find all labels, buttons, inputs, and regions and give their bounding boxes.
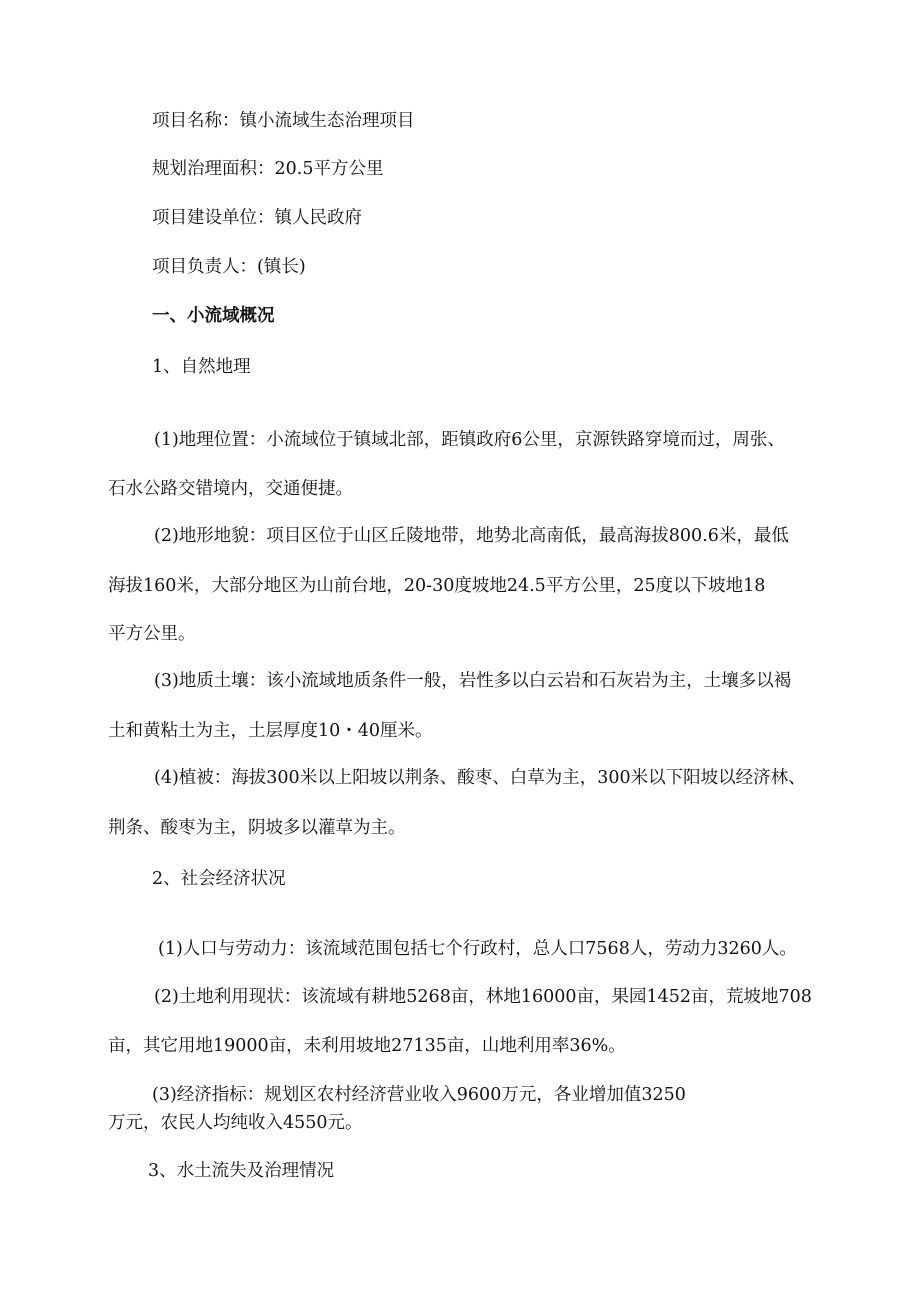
subsection-2-title: 2、社会经济状况	[152, 869, 286, 889]
terrain-line-3: 平方公里。	[108, 624, 196, 644]
planned-area: 规划治理面积：20.5平方公里	[152, 159, 384, 179]
geo-location-line-2: 石水公路交错境内，交通便捷。	[108, 479, 353, 499]
vegetation-line-2: 荆条、酸枣为主，阴坡多以灌草为主。	[108, 818, 406, 838]
project-name: 项目名称：镇小流域生态治理项目	[152, 111, 415, 131]
terrain-line-2: 海拔160米，大部分地区为山前台地，20-30度坡地24.5平方公里，25度以下坡地18	[108, 576, 766, 596]
population-line-1: (1)人口与劳动力：该流域范围包括七个行政村，总人口7568人，劳动力3260人。	[158, 939, 797, 959]
terrain-line-1: (2)地形地貌：项目区位于山区丘陵地带，地势北高南低，最高海拔800.6米，最低	[154, 526, 789, 546]
geology-line-2: 土和黄粘土为主，土层厚度10・40厘米。	[108, 721, 433, 741]
person-in-charge: 项目负责人：(镇长)	[152, 257, 306, 277]
subsection-3-title: 3、水土流失及治理情况	[148, 1161, 335, 1181]
geology-line-1: (3)地质土壤：该小流域地质条件一般，岩性多以白云岩和石灰岩为主，土壤多以褐	[154, 671, 792, 691]
section-1-title: 一、小流域概况	[152, 306, 275, 326]
construction-unit: 项目建设单位：镇人民政府	[152, 208, 362, 228]
subsection-1-title: 1、自然地理	[152, 357, 251, 377]
economic-line-1: (3)经济指标：规划区农村经济营业收入9600万元，各业增加值3250	[152, 1085, 686, 1105]
vegetation-line-1: (4)植被：海拔300米以上阳坡以荆条、酸枣、白草为主，300米以下阳坡以经济林、	[154, 768, 806, 788]
economic-line-2: 万元，农民人均纯收入4550元。	[108, 1113, 363, 1133]
land-use-line-1: (2)土地利用现状：该流域有耕地5268亩，林地16000亩，果园1452亩，荒坡地708	[154, 987, 812, 1007]
geo-location-line-1: (1)地理位置：小流域位于镇域北部，距镇政府6公里，京源铁路穿境而过，周张、	[154, 430, 785, 450]
land-use-line-2: 亩，其它用地19000亩，未利用坡地27135亩，山地利用率36%。	[108, 1036, 626, 1056]
